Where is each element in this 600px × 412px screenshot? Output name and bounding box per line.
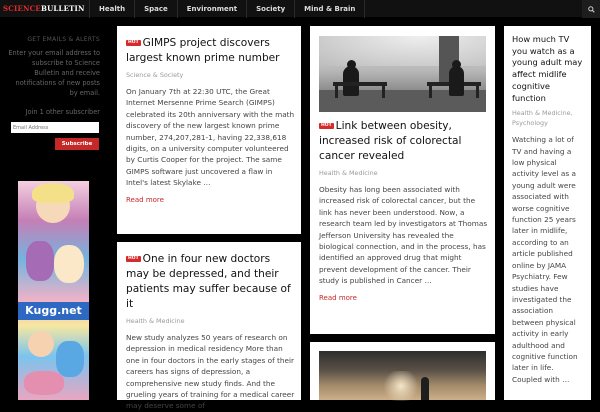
article-image[interactable] [319,351,486,400]
article-category[interactable]: Science & Society [126,71,184,79]
ad-character-image [32,183,74,203]
article-category[interactable]: Health & Medicine [126,317,185,325]
sidebar [0,18,110,400]
ad-character-image [28,331,54,357]
search-icon [588,6,595,13]
nav-item-environment[interactable]: Environment [177,0,246,18]
article-category[interactable]: Health & Medicine [319,169,378,177]
article-excerpt: Watching a lot of TV and having a low physical activity level as a young adult were associated with worse cognitive function 25 years later in midlife, according to an article published online by JAMA Psychiatry. Few studies have investigated the association between physical activity in early adulthood and cognitive function later in life. Coupled with … [512,135,578,384]
subscribe-button[interactable]: Subscribe [55,138,99,150]
main-nav [89,0,365,18]
top-navbar [0,0,600,18]
ad-character-image [24,371,64,395]
ad-character-image [56,341,84,377]
hot-badge: HOT [128,40,139,45]
article-title: Link between obesity, increased risk of colorectal cancer revealed [319,120,462,162]
nav-item-health[interactable]: Health [89,0,134,18]
ad-brand-label: Kugg.net [18,302,89,320]
article-title[interactable]: How much TV you watch as a young adult may affect midlife cognitive function [512,34,583,103]
email-field[interactable] [11,122,99,133]
read-more-link[interactable]: Read more [126,195,164,204]
article-excerpt: New study analyzes 50 years of research on depression in medical residency More than one in four doctors in the early stages of their careers has signs of depression, a comprehensive new study finds. And the grueling years of training for a medical career may deserve some of [126,333,295,411]
article-title-link[interactable] [126,36,296,66]
article-image[interactable] [319,36,486,112]
nav-item-society[interactable]: Society [246,0,294,18]
logo-part-science: SCIENCE [3,4,41,13]
article-card [504,26,591,400]
logo-part-bulletin: BULLETIN [40,4,85,13]
article-card [310,26,495,334]
read-more-link[interactable]: Read more [319,293,357,302]
sidebar-advertisement[interactable] [18,181,89,400]
subscribe-widget-title: GET EMAILS & ALERTS [27,36,100,43]
article-excerpt: On January 7th at 22:30 UTC, the Great Internet Mersenne Prime Search (GIMPS) celebrated its 20th anniversary with the math discovery of the new largest known prime number, 274,207,281-1, having 22,338,618 digits, on a university computer volunteered by Curtis Cooper for the project. The same GIMPS software just uncovered a flaw in Intel's latest Skylake … [126,87,295,188]
subscribe-description: Enter your email address to subscribe to Science Bulletin and receive notifications of new posts by email. [8,49,100,97]
nav-item-space[interactable]: Space [134,0,177,18]
subscriber-count: Join 1 other subscriber [25,108,100,116]
article-card [117,26,301,234]
article-title-link[interactable] [319,119,489,164]
article-title: One in four new doctors may be depressed, and their patients may suffer because of it [126,253,291,310]
site-logo[interactable] [3,4,85,13]
article-card [117,242,301,411]
article-excerpt: Obesity has long been associated with increased risk of colorectal cancer, but the link has never been understood. Now, a research team led by investigators at Thomas Jefferson University has revealed the biological connection, and in the process, has identified an approved drug that might prevent development of the cancer. Their study is published in Cancer … [319,185,488,286]
search-button[interactable] [582,0,600,18]
ad-character-image [26,241,54,281]
article-card [310,342,495,400]
ad-character-image [54,245,84,283]
article-title-link[interactable] [126,252,296,312]
hot-badge: HOT [321,123,332,128]
nav-item-mind-brain[interactable]: Mind & Brain [294,0,365,18]
article-category[interactable]: Health & Medicine, Psychology [512,109,573,128]
article-title: GIMPS project discovers largest known prime number [126,37,280,64]
hot-badge: HOT [128,256,139,261]
